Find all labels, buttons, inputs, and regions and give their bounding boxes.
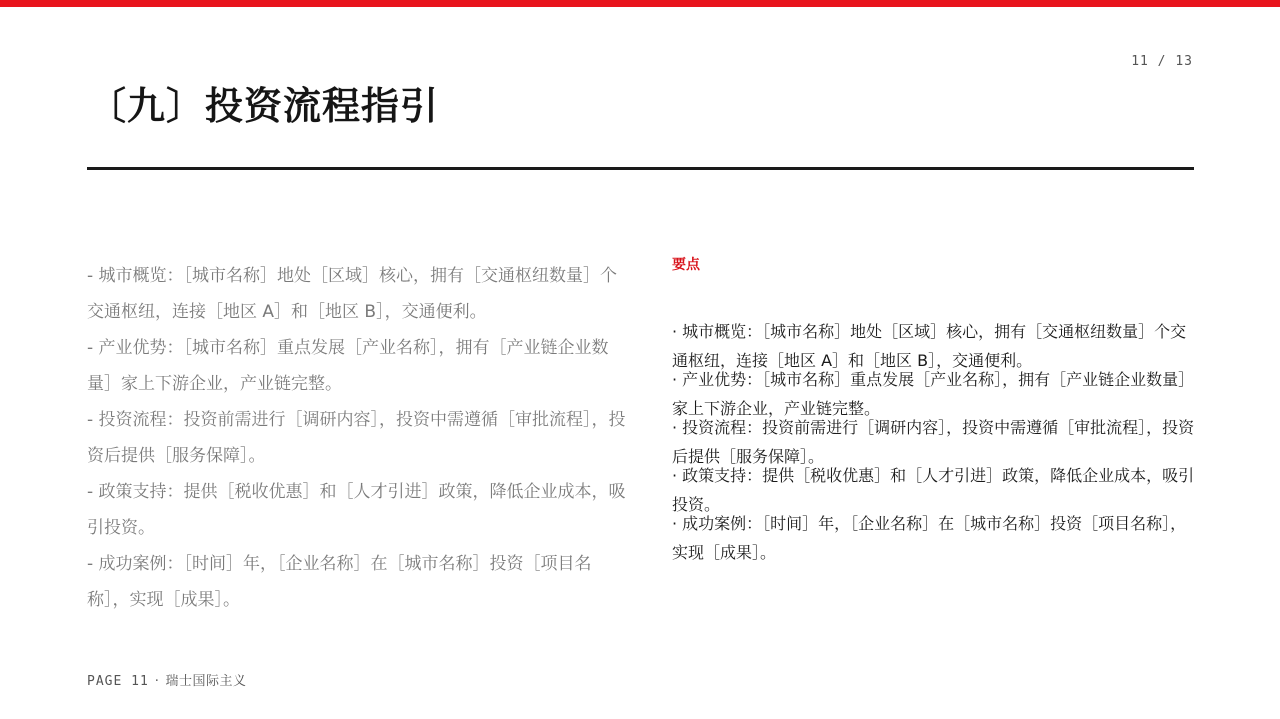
footer-brand: 瑞士国际主义: [165, 674, 247, 689]
footer-page-label: PAGE 11: [87, 674, 149, 689]
keypoints-heading: 要点: [672, 257, 700, 273]
list-item: - 产业优势：［城市名称］重点发展［产业名称］，拥有［产业链企业数量］家上下游企业，产业链完整。: [87, 338, 609, 394]
list-item: - 政策支持：提供［税收优惠］和［人才引进］政策，降低企业成本，吸引投资。: [87, 482, 626, 538]
keypoint-item: · 成功案例：［时间］年，［企业名称］在［城市名称］投资［项目名称］，实现［成果］。: [672, 514, 1187, 562]
keypoint-item: · 产业优势：［城市名称］重点发展［产业名称］，拥有［产业链企业数量］家上下游企业，产业链完整。: [672, 370, 1195, 418]
list-item: - 成功案例：［时间］年，［企业名称］在［城市名称］投资［项目名称］，实现［成果］。: [87, 554, 592, 610]
page-title: 〔九〕投资流程指引: [88, 84, 440, 128]
list-item: - 投资流程：投资前需进行［调研内容］，投资中需遵循［审批流程］，投资后提供［服务保障］。: [87, 410, 626, 466]
footer-separator: ·: [154, 674, 160, 689]
keypoint-item: · 政策支持：提供［税收优惠］和［人才引进］政策，降低企业成本，吸引投资。: [672, 466, 1195, 514]
top-accent-bar: [0, 0, 1280, 7]
keypoints-panel: [672, 254, 1202, 562]
footer: [87, 670, 246, 689]
title-divider: [87, 167, 1194, 170]
keypoint-item: · 投资流程：投资前需进行［调研内容］，投资中需遵循［审批流程］，投资后提供［服务保障］。: [672, 418, 1195, 466]
keypoints-list: [672, 317, 1202, 567]
page-counter: 11 / 13: [1131, 54, 1193, 69]
left-content-list: [87, 258, 627, 618]
list-item: - 城市概览：［城市名称］地处［区域］核心，拥有［交通枢纽数量］个交通枢纽，连接［地区 A］和［地区 B］，交通便利。: [87, 266, 618, 322]
keypoint-item: · 城市概览：［城市名称］地处［区域］核心，拥有［交通枢纽数量］个交通枢纽，连接［地区 A］和［地区 B］，交通便利。: [672, 322, 1187, 370]
